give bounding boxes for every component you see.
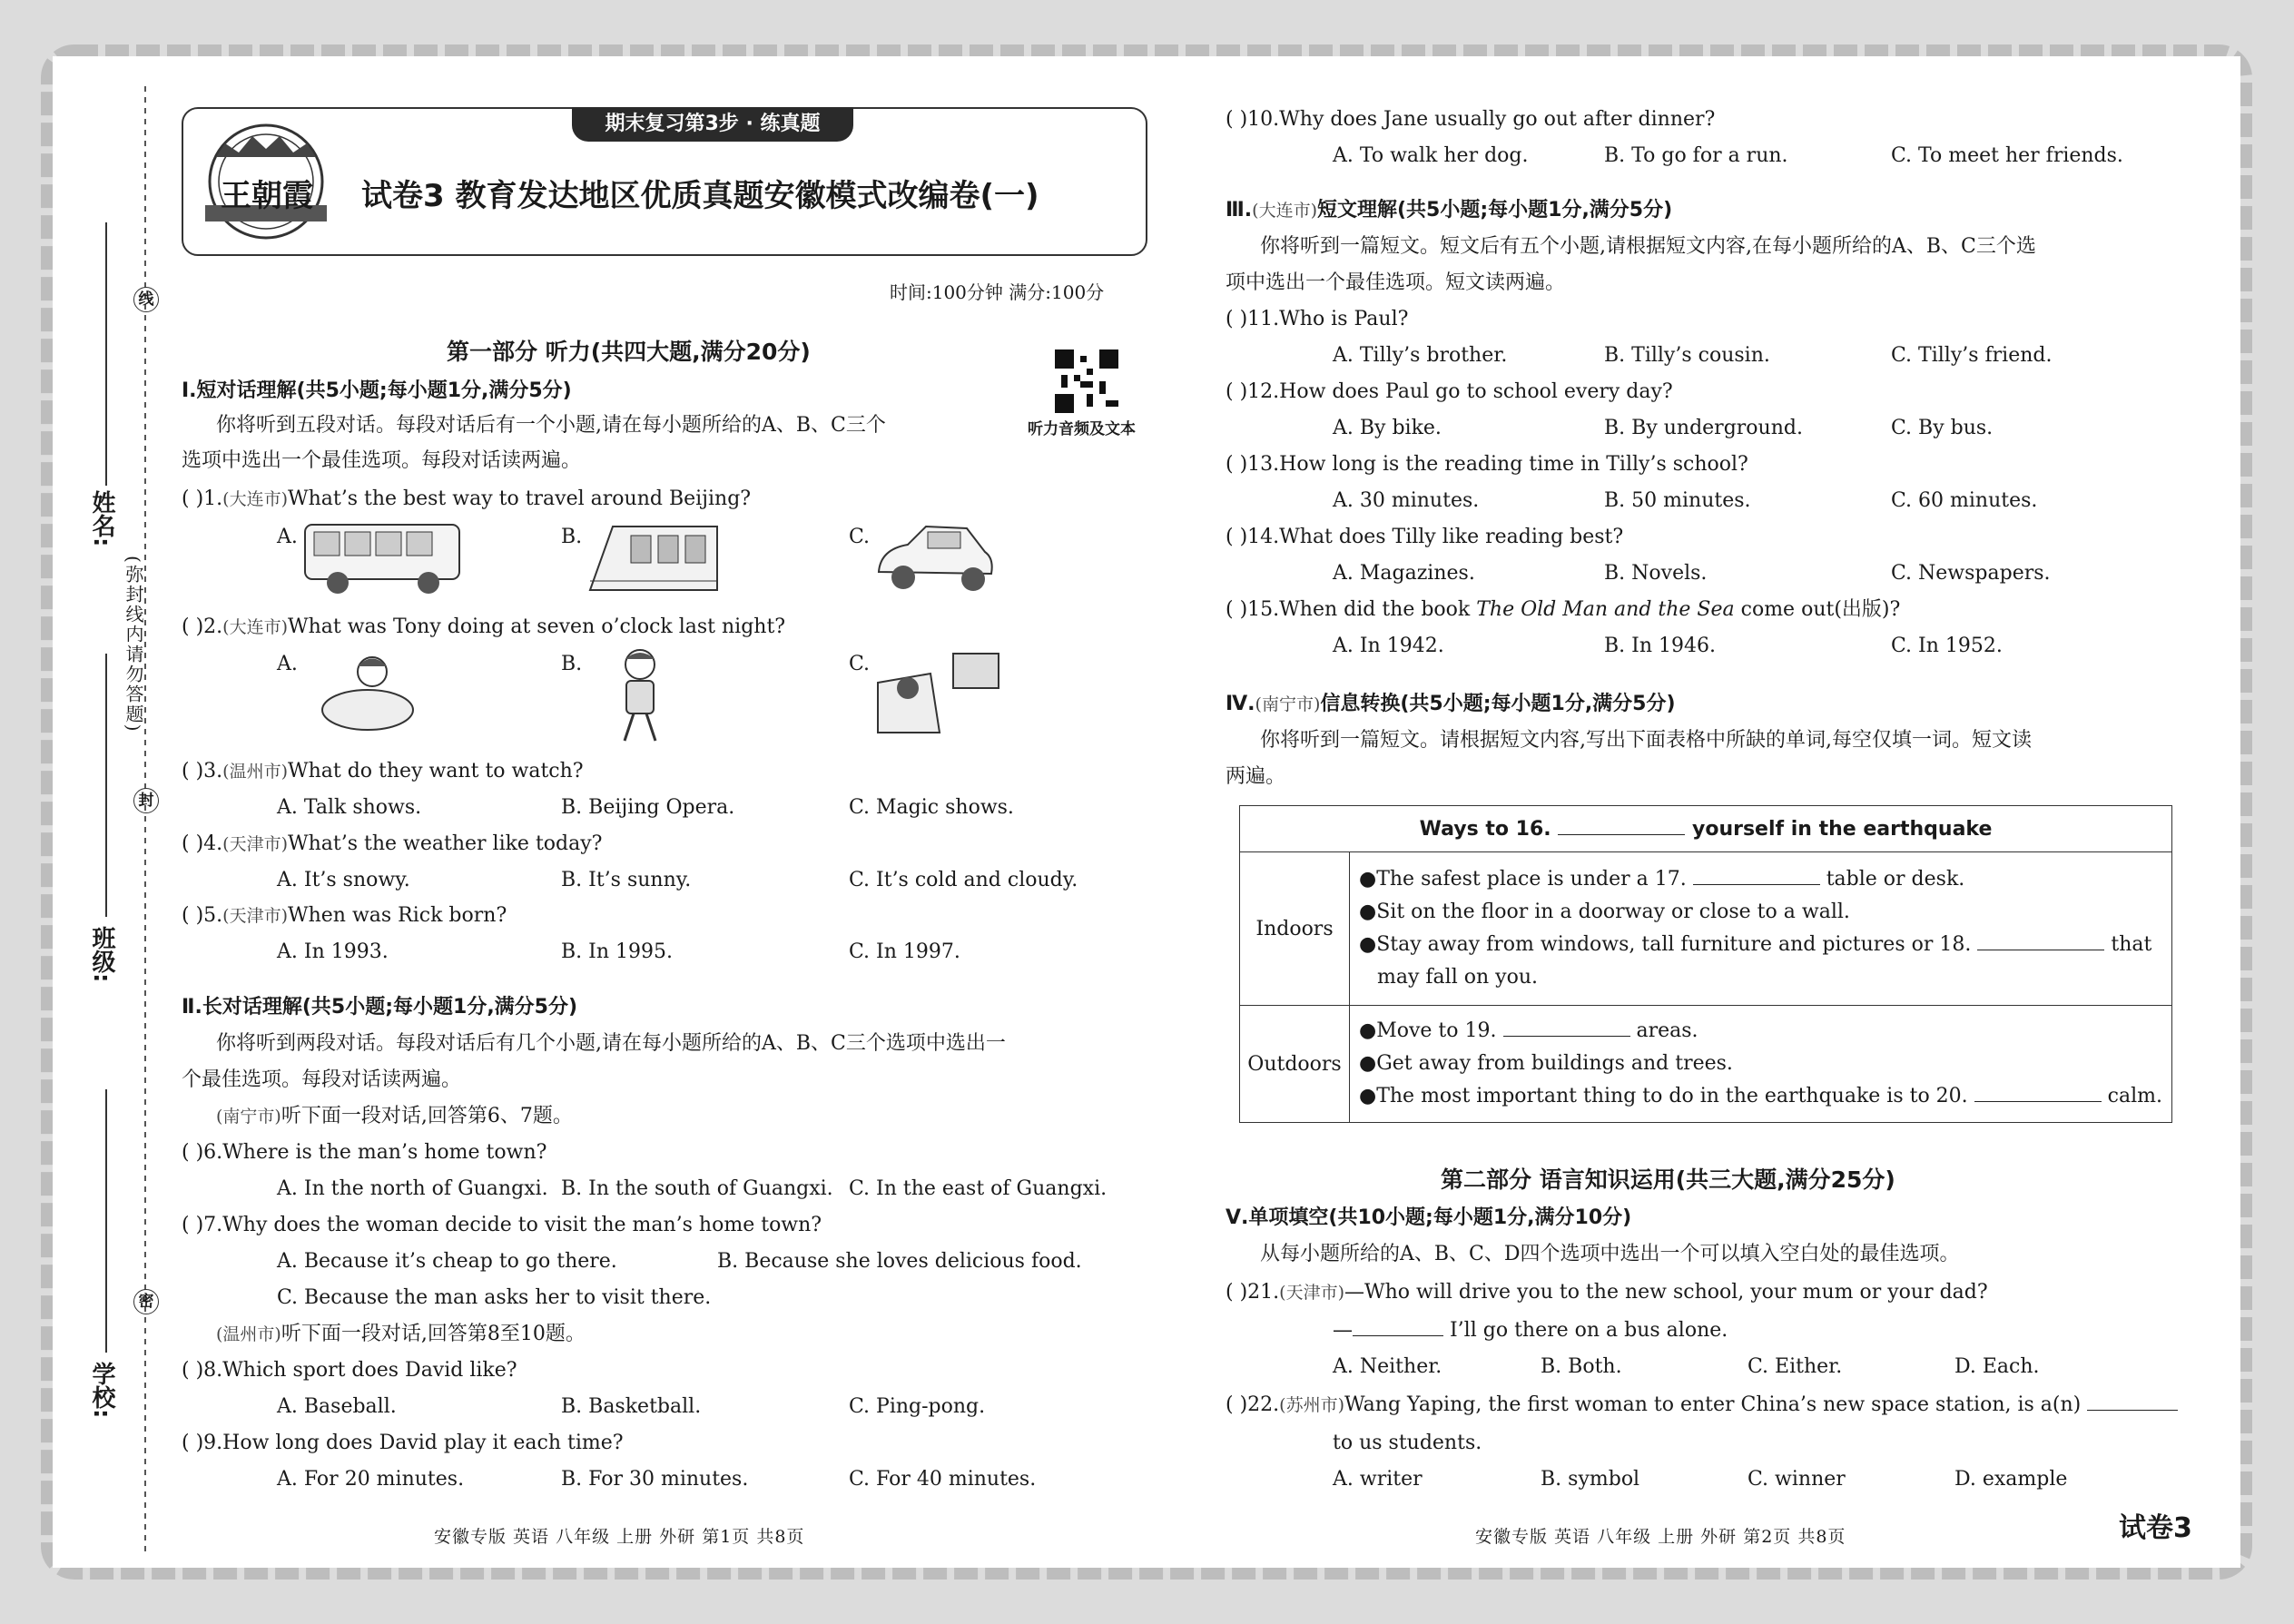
q11-option-b[interactable]: B. Tilly’s cousin. <box>1604 344 1770 367</box>
q14-option-b[interactable]: B. Novels. <box>1604 562 1708 585</box>
q10-option-a[interactable]: A. To walk her dog. <box>1333 144 1529 167</box>
q11-option-a[interactable]: A. Tilly’s brother. <box>1333 344 1508 367</box>
q10-option-c[interactable]: C. To meet her friends. <box>1891 144 2123 167</box>
indoor-bullet-2: ●Sit on the floor in a doorway or close to a wall. <box>1359 901 1850 923</box>
sec4-title: Ⅳ.(南宁市)信息转换(共5小题;每小题1分,满分5分) <box>1226 693 1676 715</box>
indoors-bullets <box>1350 852 2172 1006</box>
indoors-label: Indoors <box>1240 852 1350 1006</box>
q5-option-a[interactable]: A. In 1993. <box>277 940 389 963</box>
q3-stem: ( )3.(温州市)What do they want to watch? <box>182 760 584 782</box>
sec4-instruction-1: 你将听到一篇短文。请根据短文内容,写出下面表格中所缺的单词,每空仅填一词。短文读 <box>1260 729 2032 752</box>
indoor-bullet-1: ●The safest place is under a 17. table or desk. <box>1359 868 1965 891</box>
q12-option-a[interactable]: A. By bike. <box>1333 417 1442 439</box>
q13-option-a[interactable]: A. 30 minutes. <box>1333 489 1480 512</box>
bathing-boy-icon <box>318 646 418 737</box>
blank-17[interactable] <box>1693 884 1820 885</box>
q12-stem: ( )12.How does Paul go to school every day? <box>1226 380 1673 403</box>
q3-option-c[interactable]: C. Magic shows. <box>849 796 1014 819</box>
class-label: 班级: <box>88 926 115 983</box>
q4-option-a[interactable]: A. It’s snowy. <box>277 869 410 891</box>
sec2-instruction-1: 你将听到两段对话。每段对话后有几个小题,请在每小题所给的A、B、C三个选项中选出一 <box>216 1032 1006 1055</box>
q21-option-d[interactable]: D. Each. <box>1954 1355 2040 1378</box>
paper-number-mark: 试卷3 <box>2119 1512 2192 1544</box>
q5-option-c[interactable]: C. In 1997. <box>849 940 960 963</box>
q2-option-a-label[interactable]: A. <box>277 653 298 675</box>
q8-stem: ( )8.Which sport does David like? <box>182 1359 517 1382</box>
qr-label: 听力音频及文本 <box>1028 420 1136 438</box>
q12-option-b[interactable]: B. By underground. <box>1604 417 1803 439</box>
q1-stem: ( )1.(大连市)What’s the best way to travel around Beijing? <box>182 487 752 510</box>
sec2-sub2: (温州市)听下面一段对话,回答第8至10题。 <box>216 1323 586 1345</box>
q11-stem: ( )11.Who is Paul? <box>1226 308 1409 330</box>
sec1-title: Ⅰ.短对话理解(共5小题;每小题1分,满分5分) <box>182 379 572 402</box>
q15-stem: ( )15.When did the book The Old Man and the Sea come out(出版)? <box>1226 598 1901 621</box>
q15-option-b[interactable]: B. In 1946. <box>1604 635 1716 657</box>
q13-stem: ( )13.How long is the reading time in Tilly’s school? <box>1226 453 1748 476</box>
q2-option-b-label[interactable]: B. <box>561 653 583 675</box>
q7-option-b[interactable]: B. Because she loves delicious food. <box>717 1250 1082 1273</box>
sec2-sub1: (南宁市)听下面一段对话,回答第6、7题。 <box>216 1105 573 1127</box>
q21-option-b[interactable]: B. Both. <box>1541 1355 1622 1378</box>
q14-stem: ( )14.What does Tilly like reading best? <box>1226 526 1624 548</box>
q4-option-b[interactable]: B. It’s sunny. <box>561 869 692 891</box>
q4-stem: ( )4.(天津市)What’s the weather like today? <box>182 832 603 855</box>
q1-option-b-label[interactable]: B. <box>561 526 583 548</box>
qr-code-icon[interactable] <box>1055 349 1118 413</box>
q5-option-b[interactable]: B. In 1995. <box>561 940 673 963</box>
q22-option-c[interactable]: C. winner <box>1748 1468 1846 1491</box>
indoor-bullet-3: ●Stay away from windows, tall furniture and pictures or 18. that <box>1359 933 2152 956</box>
q15-option-a[interactable]: A. In 1942. <box>1333 635 1444 657</box>
q9-stem: ( )9.How long does David play it each time? <box>182 1432 624 1454</box>
earthquake-info-table <box>1239 805 2172 1123</box>
sec4-instruction-2: 两遍。 <box>1226 765 1286 788</box>
q10-option-b[interactable]: B. To go for a run. <box>1604 144 1788 167</box>
q9-option-c[interactable]: C. For 40 minutes. <box>849 1468 1037 1491</box>
sec2-instruction-2: 个最佳选项。每段对话读两遍。 <box>182 1068 462 1091</box>
outdoors-label: Outdoors <box>1240 1006 1350 1123</box>
q2-option-c-label[interactable]: C. <box>849 653 871 675</box>
binding-mark-seal: 封 <box>133 788 159 813</box>
binding-note: (弥封线内请勿答题) <box>123 556 144 733</box>
car-icon <box>871 517 999 604</box>
sec1-instruction-2: 选项中选出一个最佳选项。每段对话读两遍。 <box>182 449 582 472</box>
q1-option-a-label[interactable]: A. <box>277 526 298 548</box>
q13-option-c[interactable]: C. 60 minutes. <box>1891 489 2038 512</box>
blank-16[interactable] <box>1558 834 1685 835</box>
sec2-title: Ⅱ.长对话理解(共5小题;每小题1分,满分5分) <box>182 996 578 1019</box>
part1-title: 第一部分 听力(共四大题,满分20分) <box>447 339 811 365</box>
q21-blank[interactable] <box>1353 1335 1443 1336</box>
q6-stem: ( )6.Where is the man’s home town? <box>182 1141 547 1164</box>
blank-20[interactable] <box>1974 1101 2102 1102</box>
sec5-instruction: 从每小题所给的A、B、C、D四个选项中选出一个可以填入空白处的最佳选项。 <box>1260 1243 1960 1265</box>
q12-option-c[interactable]: C. By bus. <box>1891 417 1994 439</box>
q22-option-b[interactable]: B. symbol <box>1541 1468 1640 1491</box>
q22-option-a[interactable]: A. writer <box>1333 1468 1423 1491</box>
outdoors-bullets <box>1350 1006 2172 1123</box>
name-field-line[interactable] <box>105 222 107 486</box>
brand-logo-text: 王朝霞 <box>221 178 313 214</box>
footer-page1: 安徽专版 英语 八年级 上册 外研 第1页 共8页 <box>434 1527 805 1547</box>
q14-option-a[interactable]: A. Magazines. <box>1333 562 1475 585</box>
q10-stem: ( )10.Why does Jane usually go out after dinner? <box>1226 108 1716 131</box>
q2-stem: ( )2.(大连市)What was Tony doing at seven o’clock last night? <box>182 615 786 638</box>
q14-option-c[interactable]: C. Newspapers. <box>1891 562 2051 585</box>
binding-mark-secret: 密 <box>133 1289 159 1314</box>
watching-tv-icon <box>876 646 1003 737</box>
q21-option-a[interactable]: A. Neither. <box>1333 1355 1442 1378</box>
school-label: 学校: <box>88 1362 115 1419</box>
q21-stem: ( )21.(天津市)—Who will drive you to the new school, your mum or your dad? <box>1226 1281 1988 1304</box>
q4-option-c[interactable]: C. It’s cold and cloudy. <box>849 869 1078 891</box>
paper-title: 试卷3 教育发达地区优质真题安徽模式改编卷(一) <box>361 178 1039 214</box>
q5-stem: ( )5.(天津市)When was Rick born? <box>182 904 507 927</box>
footer-page2: 安徽专版 英语 八年级 上册 外研 第2页 共8页 <box>1475 1527 1846 1547</box>
q15-option-c[interactable]: C. In 1952. <box>1891 635 2003 657</box>
q7-option-c[interactable]: C. Because the man asks her to visit there. <box>277 1286 712 1309</box>
q6-option-a[interactable]: A. In the north of Guangxi. <box>277 1177 548 1200</box>
q8-option-b[interactable]: B. Basketball. <box>561 1395 702 1418</box>
q21-option-c[interactable]: C. Either. <box>1748 1355 1843 1378</box>
q1-option-c-label[interactable]: C. <box>849 526 871 548</box>
name-label: 姓名: <box>88 490 115 547</box>
sec1-instruction-1: 你将听到五段对话。每段对话后有一个小题,请在每小题所给的A、B、C三个 <box>216 414 886 437</box>
binding-mark-line: 线 <box>133 287 159 312</box>
bus-icon <box>301 516 465 597</box>
blank-19[interactable] <box>1503 1036 1630 1037</box>
sec3-title: Ⅲ.(大连市)短文理解(共5小题;每小题1分,满分5分) <box>1226 199 1673 221</box>
q13-option-b[interactable]: B. 50 minutes. <box>1604 489 1751 512</box>
sec3-instruction-1: 你将听到一篇短文。短文后有五个小题,请根据短文内容,在每小题所给的A、B、C三个选 <box>1260 235 2036 258</box>
q22-option-d[interactable]: D. example <box>1954 1468 2068 1491</box>
indoor-bullet-3-cont: may fall on you. <box>1377 966 1538 989</box>
table-header: Ways to 16. yourself in the earthquake <box>1240 806 2172 852</box>
q3-option-b[interactable]: B. Beijing Opera. <box>561 796 735 819</box>
header-tab: 期末复习第3步 · 练真题 <box>572 107 853 142</box>
sec5-title: Ⅴ.单项填空(共10小题;每小题1分,满分10分) <box>1226 1206 1632 1229</box>
q6-option-c[interactable]: C. In the east of Guangxi. <box>849 1177 1108 1200</box>
class-field-line[interactable] <box>105 654 107 917</box>
q22-line2: to us students. <box>1333 1432 1482 1454</box>
subway-icon <box>586 517 722 599</box>
q3-option-a[interactable]: A. Talk shows. <box>277 796 422 819</box>
q22-stem: ( )22.(苏州市)Wang Yaping, the first woman to enter China’s new space station, is a(n) <box>1226 1393 2178 1418</box>
q9-option-b[interactable]: B. For 30 minutes. <box>561 1468 749 1491</box>
q9-option-a[interactable]: A. For 20 minutes. <box>277 1468 465 1491</box>
outdoor-bullet-3: ●The most important thing to do in the earthquake is to 20. calm. <box>1359 1085 2162 1107</box>
outdoor-bullet-1: ●Move to 19. areas. <box>1359 1019 1698 1042</box>
q7-stem: ( )7.Why does the woman decide to visit the man’s home town? <box>182 1214 822 1236</box>
q8-option-a[interactable]: A. Baseball. <box>277 1395 397 1418</box>
sec3-instruction-2: 项中选出一个最佳选项。短文读两遍。 <box>1226 271 1566 294</box>
walking-boy-icon <box>599 646 681 746</box>
outdoor-bullet-2: ●Get away from buildings and trees. <box>1359 1052 1733 1075</box>
q21-line2: — I’ll go there on a bus alone. <box>1333 1319 1728 1342</box>
part2-title: 第二部分 语言知识运用(共三大题,满分25分) <box>1441 1166 1895 1193</box>
q22-blank[interactable] <box>2087 1410 2178 1411</box>
q11-option-c[interactable]: C. Tilly’s friend. <box>1891 344 2053 367</box>
q8-option-c[interactable]: C. Ping-pong. <box>849 1395 986 1418</box>
time-score-info: 时间:100分钟 满分:100分 <box>890 281 1105 303</box>
q6-option-b[interactable]: B. In the south of Guangxi. <box>561 1177 833 1200</box>
school-field-line[interactable] <box>105 1089 107 1353</box>
q7-option-a[interactable]: A. Because it’s cheap to go there. <box>277 1250 617 1273</box>
